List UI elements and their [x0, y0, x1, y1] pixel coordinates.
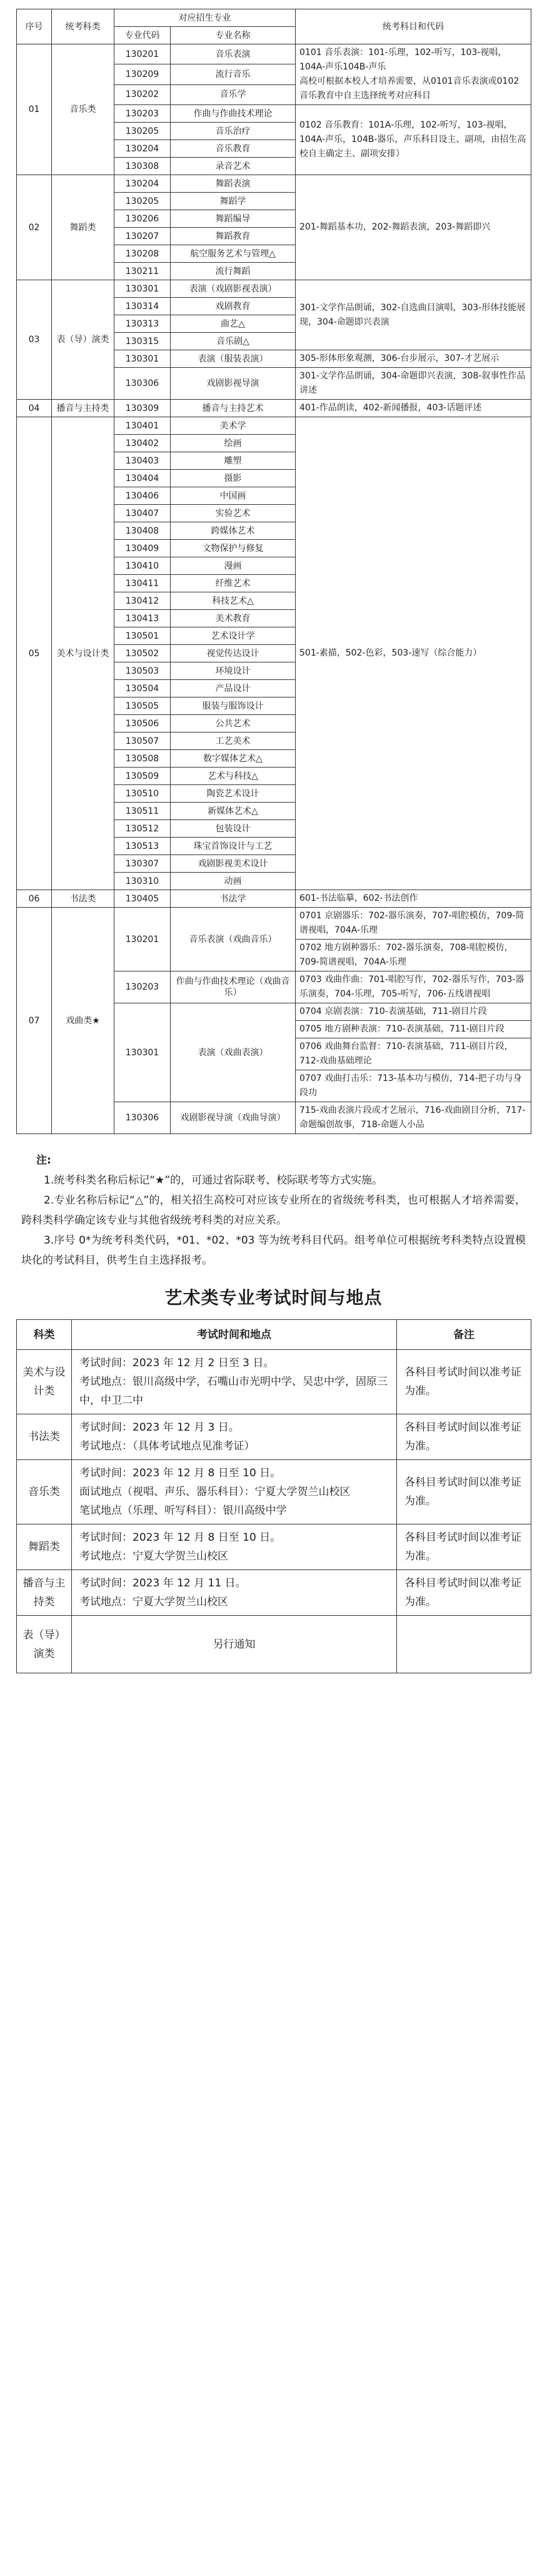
major-name: 漫画	[171, 557, 296, 575]
row-seq: 05	[17, 417, 52, 890]
major-code: 130502	[114, 645, 171, 662]
major-code: 130314	[114, 298, 171, 315]
major-code: 130309	[114, 400, 171, 417]
major-code: 130207	[114, 228, 171, 245]
major-code: 130412	[114, 592, 171, 610]
major-name: 书法学	[171, 890, 296, 908]
major-code: 130202	[114, 84, 171, 104]
major-code: 130209	[114, 64, 171, 84]
major-name: 戏剧影视美术设计	[171, 855, 296, 873]
schedule-time-place: 考试时间：2023 年 12 月 8 日至 10 日。 考试地点：宁夏大学贺兰山校区	[72, 1524, 397, 1570]
major-name: 播音与主持艺术	[171, 400, 296, 417]
major-name: 曲艺△	[171, 315, 296, 333]
exam-subjects: 301-文学作品朗诵，304-命题即兴表演，308-叙事性作品讲述	[296, 368, 531, 400]
exam-subjects: 401-作品朗读，402-新闻播报，403-话题评述	[296, 400, 531, 417]
exam-subjects: 0702 地方剧种器乐：702-器乐演奏，708-唱腔模仿，709-简谱视唱，704A-乐理	[296, 940, 531, 971]
row-seq: 07	[17, 908, 52, 1134]
major-code: 130505	[114, 697, 171, 715]
major-name: 作曲与作曲技术理论	[171, 105, 296, 123]
schedule-remark	[397, 1616, 531, 1673]
major-code: 130510	[114, 785, 171, 803]
subject-code-table	[16, 9, 531, 1134]
schedule-remark: 各科目考试时间以准考证为准。	[397, 1460, 531, 1524]
schedule-header-time-place: 考试时间和地点	[72, 1320, 397, 1350]
subject-table-body	[17, 44, 531, 1134]
row-seq: 03	[17, 280, 52, 400]
major-name: 绘画	[171, 435, 296, 452]
major-name: 服装与服饰设计	[171, 697, 296, 715]
schedule-remark: 各科目考试时间以准考证为准。	[397, 1570, 531, 1616]
table-row	[17, 44, 531, 64]
table-row	[17, 280, 531, 298]
schedule-category: 舞蹈类	[17, 1524, 72, 1570]
schedule-remark: 各科目考试时间以准考证为准。	[397, 1524, 531, 1570]
schedule-time-place: 另行通知	[72, 1616, 397, 1673]
major-code: 130307	[114, 855, 171, 873]
major-name: 表演（戏曲表演）	[171, 1003, 296, 1102]
major-code: 130413	[114, 610, 171, 627]
major-name: 包装设计	[171, 820, 296, 838]
header-majors-group: 对应招生专业	[114, 9, 296, 27]
major-name: 环境设计	[171, 662, 296, 680]
exam-subjects: 0707 戏曲打击乐：713-基本功与模仿，714-把子功与身段功	[296, 1070, 531, 1102]
major-code: 130301	[114, 280, 171, 298]
major-code: 130507	[114, 733, 171, 750]
major-name: 工艺美术	[171, 733, 296, 750]
major-code: 130408	[114, 522, 171, 540]
major-code: 130401	[114, 417, 171, 435]
major-code: 130513	[114, 838, 171, 855]
major-name: 美术学	[171, 417, 296, 435]
schedule-time-place: 考试时间：2023 年 12 月 3 日。 考试地点：（具体考试地点见准考证）	[72, 1414, 397, 1460]
major-code: 130405	[114, 890, 171, 908]
major-code: 130503	[114, 662, 171, 680]
major-name: 公共艺术	[171, 715, 296, 733]
major-code: 130205	[114, 123, 171, 140]
major-name: 陶瓷艺术设计	[171, 785, 296, 803]
schedule-header-category: 科类	[17, 1320, 72, 1350]
table-row	[17, 417, 531, 435]
table-row	[17, 890, 531, 908]
major-name: 戏剧影视导演	[171, 368, 296, 400]
exam-subjects: 0101 音乐表演：101-乐理，102-听写，103-视唱，104A-声乐104B-声乐 高校可根据本校人才培养需要，从0101音乐表演或0102音乐教育中自主选择统考对应科目	[296, 44, 531, 105]
exam-subjects: 0705 地方剧种表演：710-表演基础，711-剧目片段	[296, 1021, 531, 1038]
table-row	[17, 400, 531, 417]
notes-title: 注:	[36, 1154, 51, 1167]
schedule-row	[17, 1616, 531, 1673]
major-name: 舞蹈编导	[171, 210, 296, 228]
row-category: 音乐类	[52, 44, 114, 175]
major-code: 130203	[114, 105, 171, 123]
schedule-time-place: 考试时间：2023 年 12 月 11 日。 考试地点：宁夏大学贺兰山校区	[72, 1570, 397, 1616]
row-category: 书法类	[52, 890, 114, 908]
major-code: 130211	[114, 263, 171, 280]
row-seq: 02	[17, 175, 52, 280]
header-code: 专业代码	[114, 27, 171, 44]
major-name: 纤维艺术	[171, 575, 296, 592]
table-row	[17, 175, 531, 193]
major-name: 音乐表演	[171, 44, 296, 64]
major-name: 实验艺术	[171, 505, 296, 522]
major-code: 130410	[114, 557, 171, 575]
major-code: 130404	[114, 470, 171, 487]
schedule-time-place: 考试时间：2023 年 12 月 2 日至 3 日。 考试地点：银川高级中学，石嘴山市光明中学、吴忠中学，固原三中，中卫二中	[72, 1350, 397, 1414]
schedule-row	[17, 1524, 531, 1570]
major-code: 130205	[114, 193, 171, 210]
row-seq: 01	[17, 44, 52, 175]
exam-subjects: 501-素描，502-色彩，503-速写（综合能力）	[296, 417, 531, 890]
major-name: 产品设计	[171, 680, 296, 697]
note-item: 2.专业名称后标记“△”的，相关招生高校可对应该专业所在的省级统考科类，也可根据人才培养需要，跨科类科学确定该专业与其他省级统考科类的对应关系。	[21, 1194, 526, 1227]
major-code: 130306	[114, 1102, 171, 1134]
row-category: 表（导）演类	[52, 280, 114, 400]
major-name: 戏剧教育	[171, 298, 296, 315]
notes	[16, 1150, 531, 1270]
header-seq: 序号	[17, 9, 52, 44]
schedule-row	[17, 1570, 531, 1616]
header-exam: 统考科目和代码	[296, 9, 531, 44]
major-name: 音乐剧△	[171, 333, 296, 350]
major-name: 音乐治疗	[171, 123, 296, 140]
major-name: 音乐学	[171, 84, 296, 104]
major-name: 新媒体艺术△	[171, 803, 296, 820]
schedule-title: 艺术类专业考试时间与地点	[164, 1287, 383, 1308]
row-category: 舞蹈类	[52, 175, 114, 280]
major-code: 130313	[114, 315, 171, 333]
major-name: 航空服务艺术与管理△	[171, 245, 296, 263]
major-name: 流行音乐	[171, 64, 296, 84]
schedule-remark: 各科目考试时间以准考证为准。	[397, 1414, 531, 1460]
major-code: 130204	[114, 175, 171, 193]
major-name: 流行舞蹈	[171, 263, 296, 280]
major-name: 美术教育	[171, 610, 296, 627]
major-code: 130203	[114, 971, 171, 1003]
major-code: 130201	[114, 908, 171, 971]
major-name: 艺术与科技△	[171, 768, 296, 785]
schedule-row	[17, 1350, 531, 1414]
row-seq: 06	[17, 890, 52, 908]
schedule-category: 美术与设计类	[17, 1350, 72, 1414]
exam-subjects: 201-舞蹈基本功，202-舞蹈表演，203-舞蹈即兴	[296, 175, 531, 280]
major-code: 130301	[114, 350, 171, 368]
major-code: 130409	[114, 540, 171, 557]
major-name: 雕塑	[171, 452, 296, 470]
major-code: 130308	[114, 158, 171, 175]
note-item: 3.序号 0*为统考科类代码，*01、*02、*03 等为统考科目代码。组考单位可根据统考科类特点设置模块化的考试科目，供考生自主选择报考。	[21, 1234, 526, 1267]
exam-subjects: 301-文学作品朗诵，302-自选曲目演唱，303-形体技能展现，304-命题即兴表演	[296, 280, 531, 350]
major-name: 音乐教育	[171, 140, 296, 158]
exam-subjects: 715-戏曲表演片段或才艺展示，716-戏曲剧目分析，717-命题编创故事，718-命题人小品	[296, 1102, 531, 1134]
schedule-time-place: 考试时间：2023 年 12 月 8 日至 10 日。 面试地点（视唱、声乐、器乐科目）：宁夏大学贺兰山校区 笔试地点（乐理、听写科目）：银川高级中学	[72, 1460, 397, 1524]
schedule-category: 表（导）演类	[17, 1616, 72, 1673]
major-code: 130506	[114, 715, 171, 733]
major-name: 跨媒体艺术	[171, 522, 296, 540]
major-code: 130509	[114, 768, 171, 785]
major-code: 130511	[114, 803, 171, 820]
major-name: 科技艺术△	[171, 592, 296, 610]
schedule-table	[16, 1319, 531, 1673]
exam-subjects: 0703 戏曲作曲：701-唱腔写作，702-器乐写作，703-器乐演奏，704-乐理，705-听写，706-五线谱视唱	[296, 971, 531, 1003]
major-code: 130403	[114, 452, 171, 470]
header-name: 专业名称	[171, 27, 296, 44]
major-name: 舞蹈学	[171, 193, 296, 210]
major-name: 文物保护与修复	[171, 540, 296, 557]
major-name: 中国画	[171, 487, 296, 505]
major-name: 表演（服装表演）	[171, 350, 296, 368]
major-name: 表演（戏剧影视表演）	[171, 280, 296, 298]
header-category: 统考科类	[52, 9, 114, 44]
schedule-header-remark: 备注	[397, 1320, 531, 1350]
major-code: 130512	[114, 820, 171, 838]
exam-subjects: 305-形体形象观测，306-台步展示，307-才艺展示	[296, 350, 531, 368]
exam-subjects: 0706 戏曲舞台监督：710-表演基础，711-剧目片段，712-戏曲基础理论	[296, 1038, 531, 1070]
major-code: 130407	[114, 505, 171, 522]
major-code: 130501	[114, 627, 171, 645]
schedule-row	[17, 1460, 531, 1524]
major-code: 130208	[114, 245, 171, 263]
major-code: 130504	[114, 680, 171, 697]
major-name: 珠宝首饰设计与工艺	[171, 838, 296, 855]
major-code: 130310	[114, 873, 171, 890]
major-name: 戏剧影视导演（戏曲导演）	[171, 1102, 296, 1134]
major-name: 录音艺术	[171, 158, 296, 175]
schedule-category: 音乐类	[17, 1460, 72, 1524]
major-name: 动画	[171, 873, 296, 890]
major-name: 摄影	[171, 470, 296, 487]
schedule-remark: 各科目考试时间以准考证为准。	[397, 1350, 531, 1414]
exam-subjects: 0102 音乐教育：101A-乐理，102-听写，103-视唱，104A-声乐，104B-器乐，声乐科目设主、副项，由招生高校自主确定主、副项安排）	[296, 105, 531, 175]
schedule-category: 播音与主持类	[17, 1570, 72, 1616]
major-code: 130206	[114, 210, 171, 228]
major-name: 舞蹈教育	[171, 228, 296, 245]
row-seq: 04	[17, 400, 52, 417]
exam-subjects: 601-书法临摹，602-书法创作	[296, 890, 531, 908]
schedule-category: 书法类	[17, 1414, 72, 1460]
row-category: 美术与设计类	[52, 417, 114, 890]
major-code: 130406	[114, 487, 171, 505]
major-name: 视觉传达设计	[171, 645, 296, 662]
major-name: 舞蹈表演	[171, 175, 296, 193]
table-row	[17, 908, 531, 940]
major-code: 130204	[114, 140, 171, 158]
major-code: 130402	[114, 435, 171, 452]
exam-subjects: 0701 京剧器乐：702-器乐演奏，707-唱腔模仿，709-简谱视唱，704A-乐理	[296, 908, 531, 940]
major-name: 音乐表演（戏曲音乐）	[171, 908, 296, 971]
major-name: 艺术设计学	[171, 627, 296, 645]
major-code: 130411	[114, 575, 171, 592]
major-code: 130301	[114, 1003, 171, 1102]
major-name: 数字媒体艺术△	[171, 750, 296, 768]
major-code: 130306	[114, 368, 171, 400]
major-code: 130315	[114, 333, 171, 350]
major-code: 130508	[114, 750, 171, 768]
major-name: 作曲与作曲技术理论（戏曲音乐）	[171, 971, 296, 1003]
note-item: 1.统考科类名称后标记“★”的，可通过省际联考、校际联考等方式实施。	[44, 1174, 383, 1187]
schedule-row	[17, 1414, 531, 1460]
row-category: 戏曲类★	[52, 908, 114, 1134]
exam-subjects: 0704 京剧表演：710-表演基础，711-剧目片段	[296, 1003, 531, 1021]
major-code: 130201	[114, 44, 171, 64]
schedule-table-body	[17, 1350, 531, 1673]
row-category: 播音与主持类	[52, 400, 114, 417]
